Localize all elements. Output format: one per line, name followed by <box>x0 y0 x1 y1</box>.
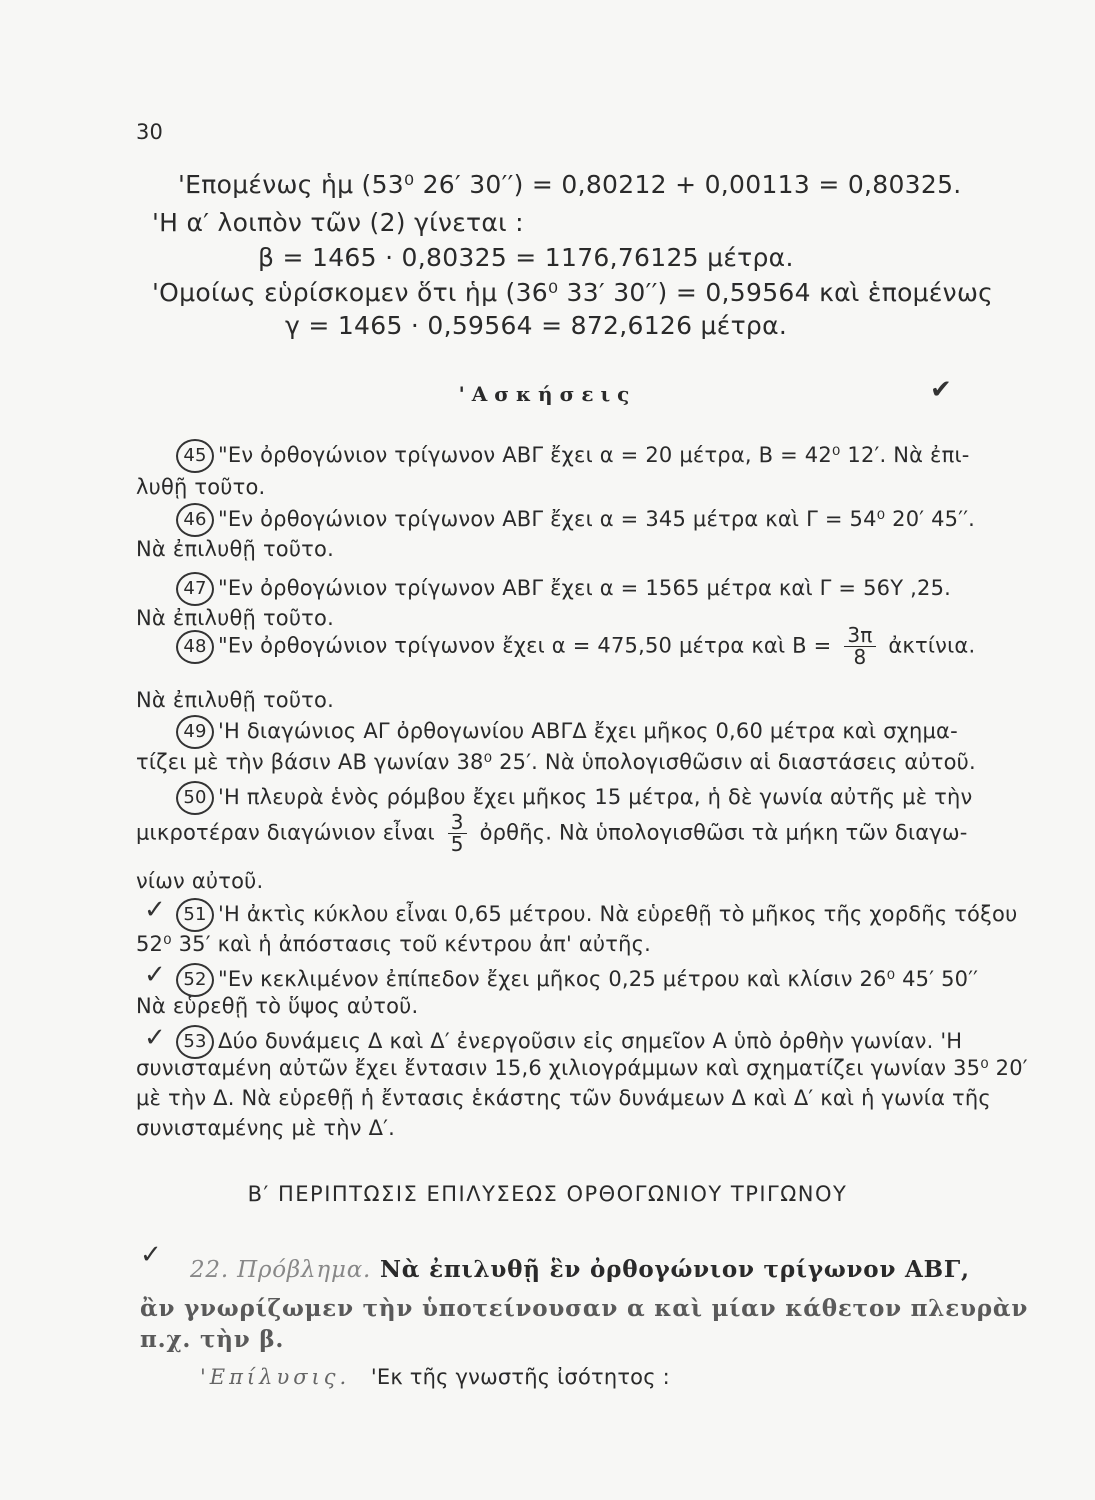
exercise-number: 51 <box>176 898 214 932</box>
section-title: Β′ ΠΕΡΙΠΤΩΣΙΣ ΕΠΙΛΥΣΕΩΣ ΟΡΘΟΓΩΝΙΟΥ ΤΡΙΓΩΝΟΥ <box>247 1182 848 1206</box>
calc-line-3: β = 1465 · 0,80325 = 1176,76125 μέτρα. <box>258 243 794 272</box>
fraction: $\frac{3\pi}{8}$ <box>844 625 875 668</box>
problem-line-2: ἂν γνωρίζωμεν τὴν ὑποτείνουσαν α καὶ μίαν κάθετον πλευρὰν <box>140 1295 1029 1322</box>
exercises-heading: 'Ασκήσεις <box>458 382 637 406</box>
exercise-51-line-2: 52⁰ 35′ καὶ ἡ ἀπόστασις τοῦ κέντρου ἀπ' αὐτῆς. <box>136 932 652 956</box>
check-mark-icon: ✓ <box>144 895 166 925</box>
exercise-45-line-1: 45 "Εν ὀρθογώνιον τρίγωνον ΑΒΓ ἔχει α = 20 μέτρα, Β = 42⁰ 12′. Νὰ ἐπι- <box>176 439 970 473</box>
page-number: 30 <box>136 120 164 144</box>
exercise-50-line-3: νίων αὐτοῦ. <box>136 869 264 893</box>
exercise-number: 45 <box>176 439 214 473</box>
exercise-number: 46 <box>176 503 214 537</box>
check-mark-icon: ✓ <box>140 1240 162 1270</box>
check-mark-icon: ✓ <box>144 960 166 990</box>
exercise-50-line-2: μικροτέραν διαγώνιον εἶναι $\frac{3}{5}$ ὀρθῆς. Νὰ ὑπολογισθῶσι τὰ μήκη τῶν διαγω- <box>136 810 968 856</box>
exercise-number: 52 <box>176 963 214 997</box>
exercise-47-line-1: 47 "Εν ὀρθογώνιον τρίγωνον ΑΒΓ ἔχει α = 1565 μέτρα καὶ Γ = 56Υ ,25. <box>176 572 951 606</box>
calc-line-4: 'Ομοίως εὑρίσκομεν ὅτι ἡμ (36⁰ 33′ 30′′) = 0,59564 καὶ ἑπομένως <box>152 278 994 307</box>
exercise-48-line-2: Νὰ ἐπιλυθῇ τοῦτο. <box>136 688 334 712</box>
check-mark-icon: ✔ <box>930 375 952 405</box>
exercise-53-line-4: συνισταμένης μὲ τὴν Δ′. <box>136 1116 395 1140</box>
calc-line-2: 'Η α′ λοιπὸν τῶν (2) γίνεται : <box>152 208 524 237</box>
exercise-47-line-2: Νὰ ἐπιλυθῇ τοῦτο. <box>136 606 334 630</box>
calc-line-5: γ = 1465 · 0,59564 = 872,6126 μέτρα. <box>285 311 788 340</box>
exercise-number: 47 <box>176 572 214 606</box>
exercise-52-line-1: 52 "Εν κεκλιμένον ἐπίπεδον ἔχει μῆκος 0,25 μέτρου καὶ κλίσιν 26⁰ 45′ 50′′ <box>176 963 978 997</box>
exercise-number: 50 <box>176 781 214 815</box>
exercise-number: 48 <box>176 630 214 664</box>
exercise-53-line-1: 53 Δύο δυνάμεις Δ καὶ Δ′ ἐνεργοῦσιν εἰς σημεῖον Α ὑπὸ ὀρθὴν γωνίαν. 'Η <box>176 1025 962 1059</box>
exercise-51-line-1: 51 'Η ἀκτὶς κύκλου εἶναι 0,65 μέτρου. Νὰ εὑρεθῇ τὸ μῆκος τῆς χορδῆς τόξου <box>176 898 1017 932</box>
exercise-number: 49 <box>176 715 214 749</box>
solution-line: 'Επίλυσις. 'Εκ τῆς γνωστῆς ἰσότητος : <box>200 1365 670 1389</box>
problem-label: 22. Πρόβλημα. <box>190 1257 372 1283</box>
exercise-46-line-1: 46 "Εν ὀρθογώνιον τρίγωνον ΑΒΓ ἔχει α = 345 μέτρα καὶ Γ = 54⁰ 20′ 45′′. <box>176 503 975 537</box>
exercise-52-line-2: Νὰ εὑρεθῇ τὸ ὕψος αὐτοῦ. <box>136 994 419 1018</box>
calc-line-1: 'Επομένως ἡμ (53⁰ 26′ 30′′) = 0,80212 + 0,00113 = 0,80325. <box>178 170 962 199</box>
problem-line-1: 22. Πρόβλημα. Νὰ ἐπιλυθῇ ἓν ὀρθογώνιον τρίγωνον ΑΒΓ, <box>190 1256 970 1283</box>
exercise-49-line-2: τίζει μὲ τὴν βάσιν ΑΒ γωνίαν 38⁰ 25′. Νὰ ὑπολογισθῶσιν αἱ διαστάσεις αὐτοῦ. <box>136 750 976 774</box>
problem-line-3: π.χ. τὴν β. <box>140 1326 285 1353</box>
exercise-50-line-1: 50 'Η πλευρὰ ἑνὸς ρόμβου ἔχει μῆκος 15 μέτρα, ἡ δὲ γωνία αὐτῆς μὲ τὴν <box>176 781 972 815</box>
exercise-53-line-2: συνισταμένη αὐτῶν ἔχει ἔντασιν 15,6 χιλιογράμμων καὶ σχηματίζει γωνίαν 35⁰ 20′ <box>136 1056 1028 1080</box>
exercise-46-line-2: Νὰ ἐπιλυθῇ τοῦτο. <box>136 537 334 561</box>
exercise-53-line-3: μὲ τὴν Δ. Νὰ εὑρεθῇ ἡ ἔντασις ἑκάστης τῶν δυνάμεων Δ καὶ Δ′ καὶ ἡ γωνία τῆς <box>136 1086 991 1110</box>
check-mark-icon: ✓ <box>144 1023 166 1053</box>
exercise-number: 53 <box>176 1025 214 1059</box>
fraction: $\frac{3}{5}$ <box>448 812 467 855</box>
exercise-48-line-1: 48 "Εν ὀρθογώνιον τρίγωνον ἔχει α = 475,50 μέτρα καὶ Β = $\frac{3\pi}{8}$ ἀκτίνια. <box>176 625 975 668</box>
solution-label: 'Επίλυσις. <box>200 1365 351 1389</box>
exercise-45-line-2: λυθῇ τοῦτο. <box>136 475 266 499</box>
exercise-49-line-1: 49 'Η διαγώνιος ΑΓ ὀρθογωνίου ΑΒΓΔ ἔχει μῆκος 0,60 μέτρα καὶ σχημα- <box>176 715 958 749</box>
